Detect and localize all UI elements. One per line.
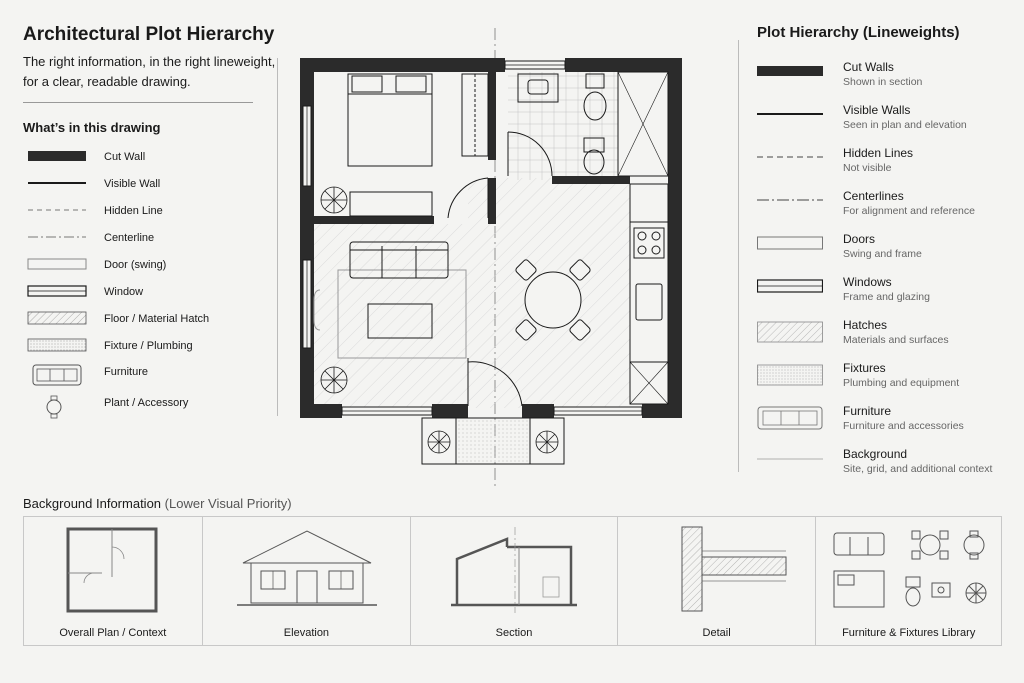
panel-detail (618, 517, 817, 645)
hierarchy-item-visible-walls: Visible Walls Seen in plan and elevation (757, 103, 1017, 139)
panel-section (411, 517, 618, 645)
background-line-icon (757, 449, 823, 465)
legend-item-plant (23, 394, 263, 420)
legend-label: Plant / Accessory (104, 397, 189, 409)
panel-elevation (203, 517, 412, 645)
panel-furniture-library (816, 517, 1001, 645)
hierarchy-title: Plot Hierarchy (Lineweights) (757, 24, 960, 41)
hierarchy-item-furniture: Furniture Furniture and accessories (757, 404, 1017, 440)
background-panels (23, 516, 1002, 646)
legend-item-cut-wall (23, 148, 263, 168)
background-info-title: Background Information (Lower Visual Priority) (23, 496, 292, 511)
legend-title: What’s in this drawing (23, 120, 161, 135)
legend-item-furniture (23, 363, 263, 389)
section-thumbnail (411, 517, 617, 621)
elevation-thumbnail (203, 517, 411, 621)
panel-caption: Overall Plan / Context (59, 627, 167, 639)
legend-item-visible-wall (23, 175, 263, 195)
hierarchy-item-fixtures: Fixtures Plumbing and equipment (757, 361, 1017, 397)
divider (23, 102, 253, 103)
plant-icon (27, 394, 87, 420)
legend-label: Window (104, 286, 144, 298)
visible-wall-icon (757, 105, 823, 121)
legend-label: Furniture (104, 366, 149, 378)
panel-caption: Elevation (283, 627, 330, 639)
cut-wall-icon (757, 62, 823, 78)
plant-icon (321, 187, 347, 213)
hidden-line-icon (27, 202, 87, 218)
centerline-icon (27, 229, 87, 245)
kitchen-counter (630, 184, 668, 404)
legend-label: Floor / Material Hatch (104, 313, 210, 325)
legend-item-hidden-line (23, 202, 263, 222)
page-subtitle: The right information, in the right lineweight, for a clear, readable drawing. (23, 54, 276, 89)
panel-caption: Detail (702, 627, 731, 639)
legend-item-fixture (23, 337, 263, 357)
page-title: Architectural Plot Hierarchy (23, 24, 275, 45)
overall-plan-thumbnail (24, 517, 202, 621)
visible-wall-icon (27, 175, 87, 191)
centerline-icon (757, 191, 823, 207)
door-icon (757, 234, 823, 252)
fixture-icon (27, 337, 87, 353)
sofa-icon (757, 406, 823, 432)
hierarchy-item-windows: Windows Frame and glazing (757, 275, 1017, 311)
bedroom-furniture (348, 74, 488, 216)
legend-label: Cut Wall (104, 151, 146, 163)
panel-overall-plan (24, 517, 203, 645)
plant-icon (321, 367, 347, 393)
legend-label: Centerline (104, 232, 155, 244)
cut-wall-icon (27, 148, 87, 164)
separator-right (738, 40, 739, 472)
panel-caption: Furniture & Fixtures Library (842, 627, 976, 639)
legend-label: Hidden Line (104, 205, 163, 217)
hierarchy-item-background: Background Site, grid, and additional context (757, 447, 1017, 483)
hidden-line-icon (757, 148, 823, 164)
legend-label: Fixture / Plumbing (104, 340, 193, 352)
hierarchy-item-doors: Doors Swing and frame (757, 232, 1017, 268)
legend-item-door (23, 256, 263, 276)
sofa-icon (27, 363, 87, 389)
legend-label: Visible Wall (104, 178, 161, 190)
furniture-library-thumbnail (816, 517, 1001, 621)
legend-item-window (23, 283, 263, 303)
door-icon (27, 256, 87, 272)
hierarchy-item-centerlines: Centerlines For alignment and reference (757, 189, 1017, 225)
window-icon (27, 283, 87, 299)
hatch-icon (757, 320, 823, 344)
fixture-icon (757, 363, 823, 387)
hatch-icon (27, 310, 87, 326)
hierarchy-item-hatches: Hatches Materials and surfaces (757, 318, 1017, 354)
window-icon (757, 277, 823, 295)
legend-label: Door (swing) (104, 259, 167, 271)
hierarchy-item-cut-walls: Cut Walls Shown in section (757, 60, 1017, 96)
separator-left (277, 58, 278, 416)
floor-plan (290, 28, 710, 488)
legend-item-centerline (23, 229, 263, 249)
panel-caption: Section (495, 627, 533, 639)
hierarchy-item-hidden-lines: Hidden Lines Not visible (757, 146, 1017, 182)
detail-thumbnail (618, 517, 816, 621)
legend-item-hatch (23, 310, 263, 330)
porch-floor (456, 418, 530, 464)
